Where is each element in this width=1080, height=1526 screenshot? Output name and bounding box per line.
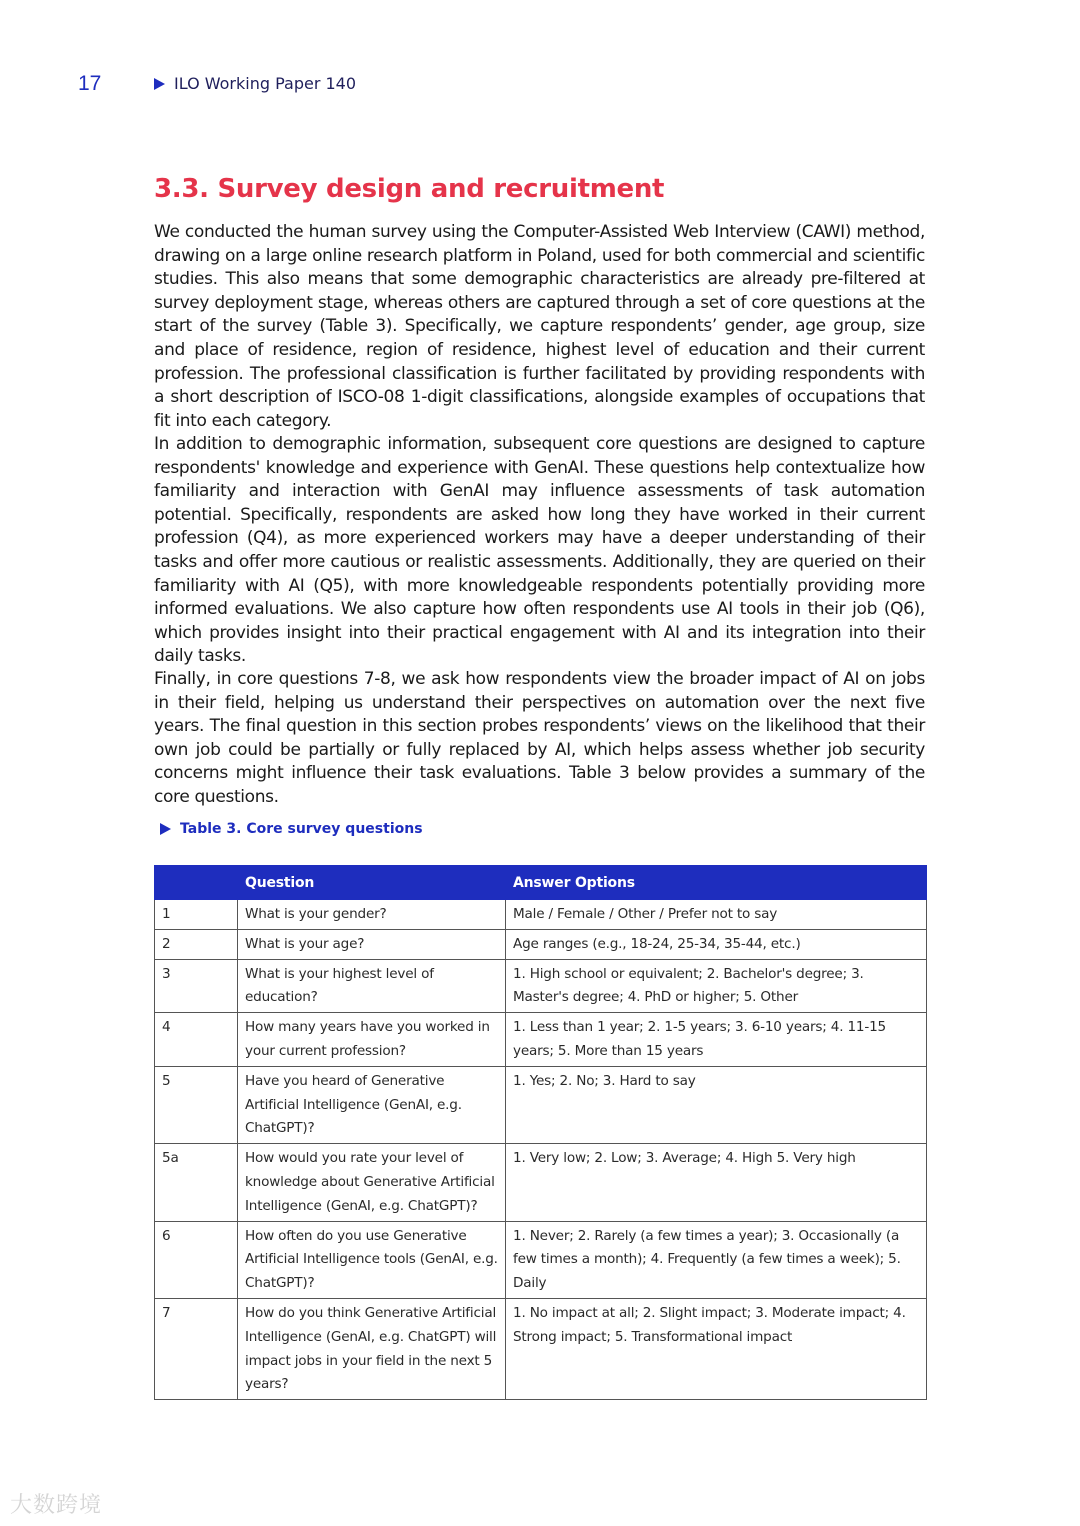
paragraph-2: In addition to demographic information, subsequent core questions are designed to capture respondents' knowledge and experience with GenAI. These questions help contextualize how familiarity and interaction with GenAI may influence assessments of task automation potential. Specifically, respondents are asked how long they have worked in their current profession (Q4), as more experienced workers may have a deeper understanding of their tasks and offer more cautious or realistic assessments. Additionally, they are queried on their familiarity with AI (Q5), with more knowledgeable respondents potentially providing more informed evaluations. We also capture how often respondents use AI tools in their job (Q6), which provides insight into their practical engagement with AI and its integration into their daily tasks. (154, 434, 925, 667)
table-row (155, 1144, 927, 1221)
row-question: How do you think Generative Artificial Intelligence (GenAI, e.g. ChatGPT) will impact jobs in your field in the next 5 years? (238, 1298, 506, 1399)
table-row (155, 1066, 927, 1143)
row-answers: 1. Less than 1 year; 2. 1-5 years; 3. 6-10 years; 4. 11-15 years; 5. More than 15 years (506, 1013, 927, 1067)
row-answers: 1. No impact at all; 2. Slight impact; 3. Moderate impact; 4. Strong impact; 5. Transformational impact (506, 1298, 927, 1399)
page-number: 17 (78, 72, 102, 95)
row-number: 6 (155, 1221, 238, 1298)
row-answers: 1. High school or equivalent; 2. Bachelor's degree; 3. Master's degree; 4. PhD or higher; 5. Other (506, 959, 927, 1013)
header-cell-answers: Answer Options (506, 866, 927, 900)
row-number: 2 (155, 929, 238, 959)
watermark: 大数跨境 (10, 1493, 103, 1518)
triangle-bullet-icon (160, 823, 171, 835)
table-row (155, 959, 927, 1013)
row-question: What is your age? (238, 929, 506, 959)
table-caption-text: Table 3. Core survey questions (180, 821, 423, 837)
running-header (154, 74, 356, 93)
table-row (155, 1298, 927, 1399)
paragraph-1: We conducted the human survey using the Computer-Assisted Web Interview (CAWI) method, drawing on a large online research platform in Poland, used for both commercial and scientific studies. This also means that some demographic characteristics are already pre-filtered at survey deployment stage, whereas others are captured through a set of core questions at the start of the survey (Table 3). Specifically, we capture respondents’ gender, age group, size and place of residence, region of residence, highest level of education and their current profession. The professional classification is further facilitated by providing respondents with a short description of ISCO-08 1-digit classifications, alongside examples of occupations that fit into each category. (154, 222, 925, 431)
table-row (155, 900, 927, 930)
core-survey-table (154, 865, 927, 1400)
row-question: What is your gender? (238, 900, 506, 930)
triangle-bullet-icon (154, 78, 165, 90)
row-number: 1 (155, 900, 238, 930)
row-question: What is your highest level of education? (238, 959, 506, 1013)
row-question: How would you rate your level of knowledge about Generative Artificial Intelligence (GenAI, e.g. ChatGPT)? (238, 1144, 506, 1221)
row-question: How often do you use Generative Artificial Intelligence tools (GenAI, e.g. ChatGPT)? (238, 1221, 506, 1298)
header-cell-question: Question (238, 866, 506, 900)
paragraph-3: Finally, in core questions 7-8, we ask how respondents view the broader impact of AI on jobs in their field, helping us understand their perspectives on automation over the next five years. The final question in this section probes respondents’ views on the likelihood that their own job could be partially or fully replaced by AI, which helps assess whether job security concerns might influence their task evaluations. Table 3 below provides a summary of the core questions. (154, 669, 925, 807)
running-title: ILO Working Paper 140 (174, 74, 357, 93)
row-question: Have you heard of Generative Artificial Intelligence (GenAI, e.g. ChatGPT)? (238, 1066, 506, 1143)
section-title: 3.3. Survey design and recruitment (154, 174, 665, 204)
row-question: How many years have you worked in your current profession? (238, 1013, 506, 1067)
row-number: 5 (155, 1066, 238, 1143)
row-number: 4 (155, 1013, 238, 1067)
row-number: 3 (155, 959, 238, 1013)
row-number: 7 (155, 1298, 238, 1399)
row-answers: Age ranges (e.g., 18-24, 25-34, 35-44, etc.) (506, 929, 927, 959)
row-answers: 1. Never; 2. Rarely (a few times a year); 3. Occasionally (a few times a month); 4. Frequently (a few times a week); 5. Daily (506, 1221, 927, 1298)
row-number: 5a (155, 1144, 238, 1221)
table-row (155, 1013, 927, 1067)
header-cell-number (155, 866, 238, 900)
table-row (155, 929, 927, 959)
table-row (155, 1221, 927, 1298)
row-answers: 1. Very low; 2. Low; 3. Average; 4. High 5. Very high (506, 1144, 927, 1221)
row-answers: Male / Female / Other / Prefer not to say (506, 900, 927, 930)
table-header-row (155, 866, 927, 900)
row-answers: 1. Yes; 2. No; 3. Hard to say (506, 1066, 927, 1143)
table-caption (160, 821, 423, 837)
